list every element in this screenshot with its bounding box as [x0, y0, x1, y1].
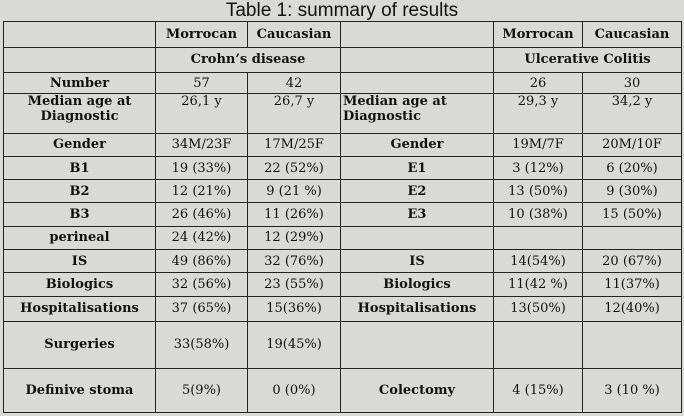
cd-moroccan-value: 32 (56%): [156, 273, 248, 296]
uc-moroccan-value: 10 (38%): [494, 203, 583, 226]
cd-caucasian-value: 17M/25F: [248, 133, 341, 156]
cd-caucasian-value: 0 (0%): [248, 368, 341, 412]
uc-moroccan-value: 26: [494, 73, 583, 94]
uc-moroccan-value: [494, 322, 583, 369]
cd-caucasian-value: 26,7 y: [248, 94, 341, 134]
row-label: Median age at Diagnostic: [4, 94, 156, 134]
row-label: Definive stoma: [4, 368, 156, 412]
uc-caucasian-value: 12(40%): [583, 296, 682, 322]
table-row: [4, 73, 682, 94]
table-row: [4, 133, 682, 156]
cd-caucasian-value: 22 (52%): [248, 156, 341, 179]
row-label: Hospitalisations: [4, 296, 156, 322]
row-label: B3: [4, 203, 156, 226]
uc-caucasian-value: 34,2 y: [583, 94, 682, 134]
header-blank-right: [341, 22, 494, 48]
uc-row-label: Biologics: [341, 273, 494, 296]
table-row: [4, 273, 682, 296]
uc-row-label: [341, 322, 494, 369]
table-row: [4, 296, 682, 322]
uc-moroccan-value: 4 (15%): [494, 368, 583, 412]
cd-moroccan-value: 34M/23F: [156, 133, 248, 156]
cd-caucasian-value: 12 (29%): [248, 226, 341, 249]
cd-caucasian-value: 11 (26%): [248, 203, 341, 226]
cd-caucasian-value: 32 (76%): [248, 250, 341, 273]
uc-moroccan-value: 11(42 %): [494, 273, 583, 296]
uc-row-label: Median age at Diagnostic: [341, 94, 494, 134]
uc-caucasian-value: 3 (10 %): [583, 368, 682, 412]
cd-moroccan-value: 26,1 y: [156, 94, 248, 134]
uc-caucasian-value: 15 (50%): [583, 203, 682, 226]
table-row: [4, 250, 682, 273]
uc-moroccan-value: 19M/7F: [494, 133, 583, 156]
row-label: Gender: [4, 133, 156, 156]
table-title: Table 1: summary of results: [225, 0, 459, 21]
row-label: B1: [4, 156, 156, 179]
header-blank-left: [4, 22, 156, 48]
uc-moroccan-value: 14(54%): [494, 250, 583, 273]
row-label: B2: [4, 180, 156, 203]
cd-moroccan-value: 24 (42%): [156, 226, 248, 249]
cd-moroccan-value: 49 (86%): [156, 250, 248, 273]
section-blank-left: [4, 47, 156, 73]
uc-caucasian-value: 20M/10F: [583, 133, 682, 156]
table-row: [4, 226, 682, 249]
uc-caucasian-value: 11(37%): [583, 273, 682, 296]
cd-moroccan-value: 26 (46%): [156, 203, 248, 226]
uc-moroccan-value: [494, 226, 583, 249]
uc-moroccan-value: 3 (12%): [494, 156, 583, 179]
cd-caucasian-value: 19(45%): [248, 322, 341, 369]
uc-caucasian-value: [583, 226, 682, 249]
table-row: [4, 322, 682, 369]
uc-row-label: Colectomy: [341, 368, 494, 412]
header-right-caucasian: Caucasian: [583, 22, 682, 48]
uc-caucasian-value: [583, 322, 682, 369]
cd-moroccan-value: 37 (65%): [156, 296, 248, 322]
header-row: [4, 22, 682, 48]
row-label: Biologics: [4, 273, 156, 296]
cd-moroccan-value: 19 (33%): [156, 156, 248, 179]
uc-row-label: Hospitalisations: [341, 296, 494, 322]
cd-caucasian-value: 23 (55%): [248, 273, 341, 296]
uc-caucasian-value: 6 (20%): [583, 156, 682, 179]
cd-caucasian-value: 42: [248, 73, 341, 94]
row-label: perineal: [4, 226, 156, 249]
section-crohns: Crohn’s disease: [156, 47, 341, 73]
row-label: IS: [4, 250, 156, 273]
table-row: [4, 156, 682, 179]
cd-moroccan-value: 57: [156, 73, 248, 94]
table-row: [4, 368, 682, 412]
uc-row-label: [341, 226, 494, 249]
table-row: [4, 180, 682, 203]
uc-moroccan-value: 13 (50%): [494, 180, 583, 203]
section-uc: Ulcerative Colitis: [494, 47, 682, 73]
uc-row-label: E2: [341, 180, 494, 203]
uc-row-label: E3: [341, 203, 494, 226]
cd-moroccan-value: 5(9%): [156, 368, 248, 412]
row-label: Number: [4, 73, 156, 94]
table-row: [4, 203, 682, 226]
uc-row-label: E1: [341, 156, 494, 179]
uc-caucasian-value: 20 (67%): [583, 250, 682, 273]
table-row: [4, 94, 682, 134]
section-row: [4, 47, 682, 73]
header-right-moroccan: Morrocan: [494, 22, 583, 48]
uc-row-label: IS: [341, 250, 494, 273]
header-left-caucasian: Caucasian: [248, 22, 341, 48]
summary-table: [3, 21, 682, 413]
cd-moroccan-value: 33(58%): [156, 322, 248, 369]
cd-caucasian-value: 9 (21 %): [248, 180, 341, 203]
header-left-moroccan: Morrocan: [156, 22, 248, 48]
uc-row-label: Gender: [341, 133, 494, 156]
cd-caucasian-value: 15(36%): [248, 296, 341, 322]
section-blank-right: [341, 47, 494, 73]
cd-moroccan-value: 12 (21%): [156, 180, 248, 203]
uc-row-label: [341, 73, 494, 94]
uc-moroccan-value: 29,3 y: [494, 94, 583, 134]
uc-moroccan-value: 13(50%): [494, 296, 583, 322]
uc-caucasian-value: 30: [583, 73, 682, 94]
uc-caucasian-value: 9 (30%): [583, 180, 682, 203]
row-label: Surgeries: [4, 322, 156, 369]
